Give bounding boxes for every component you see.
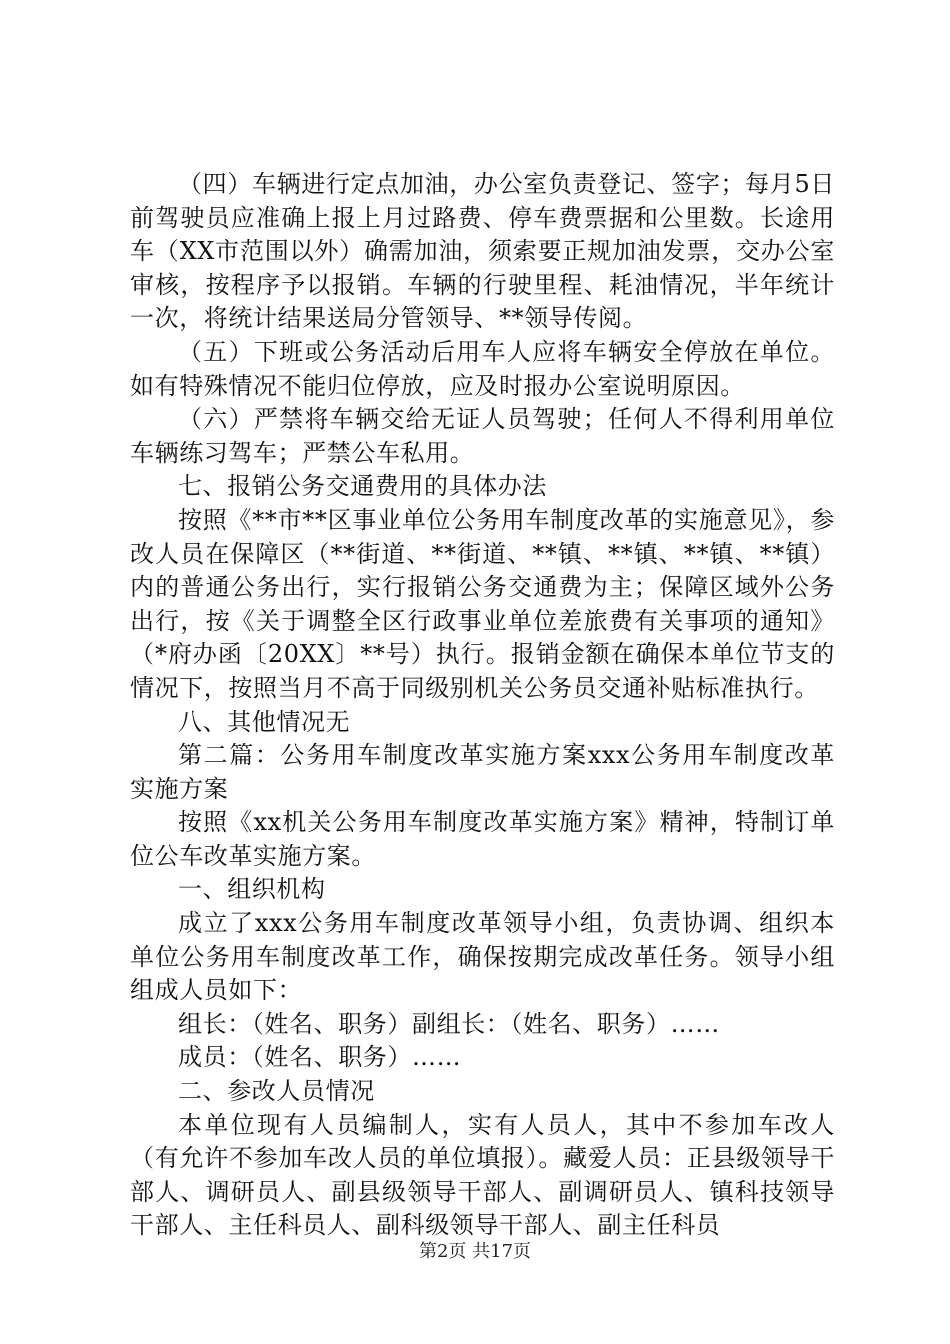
paragraph-vehicle-parking: （五）下班或公务活动后用车人应将车辆安全停放在单位。如有特殊情况不能归位停放，应及时报办公室说明原因。 <box>130 337 835 400</box>
section-heading-other: 八、其他情况无 <box>178 707 351 736</box>
paragraph-reimbursement: 按照《**市**区事业单位公务用车制度改革的实施意见》，参改人员在保障区（**街道、**街道、**镇、**镇、**镇、**镇）内的普通公务出行，实行报销公务交通费为主；保障区域外公务出行，按《关于调整全区行政事业单位差旅费有关事项的通知》（*府办函〔20XX〕**号）执行。报销金额在确保本单位节支的情况下，按照当月不高于同级别机关公务员交通补贴标准执行。 <box>130 505 835 702</box>
section-heading-organization: 一、组织机构 <box>178 875 326 904</box>
part-two-title: 第二篇：公务用车制度改革实施方案xxx公务用车制度改革实施方案 <box>130 741 835 803</box>
section-heading-participants: 二、参改人员情况 <box>178 1077 375 1106</box>
paragraph-plan-intro: 按照《xx机关公务用车制度改革实施方案》精神，特制订单位公车改革实施方案。 <box>130 808 835 870</box>
document-body <box>130 168 835 1243</box>
paragraph-organization: 成立了xxx公务用车制度改革领导小组，负责协调、组织本单位公务用车制度改革工作，确保按期完成改革任务。领导小组组成人员如下： <box>130 909 835 1005</box>
page-number-footer: 第2页 共17页 <box>418 1241 532 1262</box>
paragraph-leaders: 组长：（姓名、职务）副组长：（姓名、职务）…… <box>178 1009 720 1038</box>
section-heading-reimbursement: 七、报销公务交通费用的具体办法 <box>178 472 547 501</box>
paragraph-vehicle-refuel: （四）车辆进行定点加油，办公室负责登记、签字；每月5日前驾驶员应准确上报上月过路费、停车费票据和公里数。长途用车（XX市范围以外）确需加油，须索要正规加油发票，交办公室审核，按程序予以报销。车辆的行驶里程、耗油情况，半年统计一次，将统计结果送局分管领导、**领导传阅。 <box>130 170 835 333</box>
paragraph-members: 成员：（姓名、职务）…… <box>178 1043 462 1072</box>
paragraph-participants: 本单位现有人员编制人，实有人员人，其中不参加车改人（有允许不参加车改人员的单位填报）。藏爱人员：正县级领导干部人、调研员人、副县级领导干部人、副调研员人、镇科技领导干部人、主任科员人、副科级领导干部人、副主任科员 <box>130 1110 835 1240</box>
paragraph-vehicle-prohibition: （六）严禁将车辆交给无证人员驾驶；任何人不得利用单位车辆练习驾车；严禁公车私用。 <box>130 405 835 467</box>
